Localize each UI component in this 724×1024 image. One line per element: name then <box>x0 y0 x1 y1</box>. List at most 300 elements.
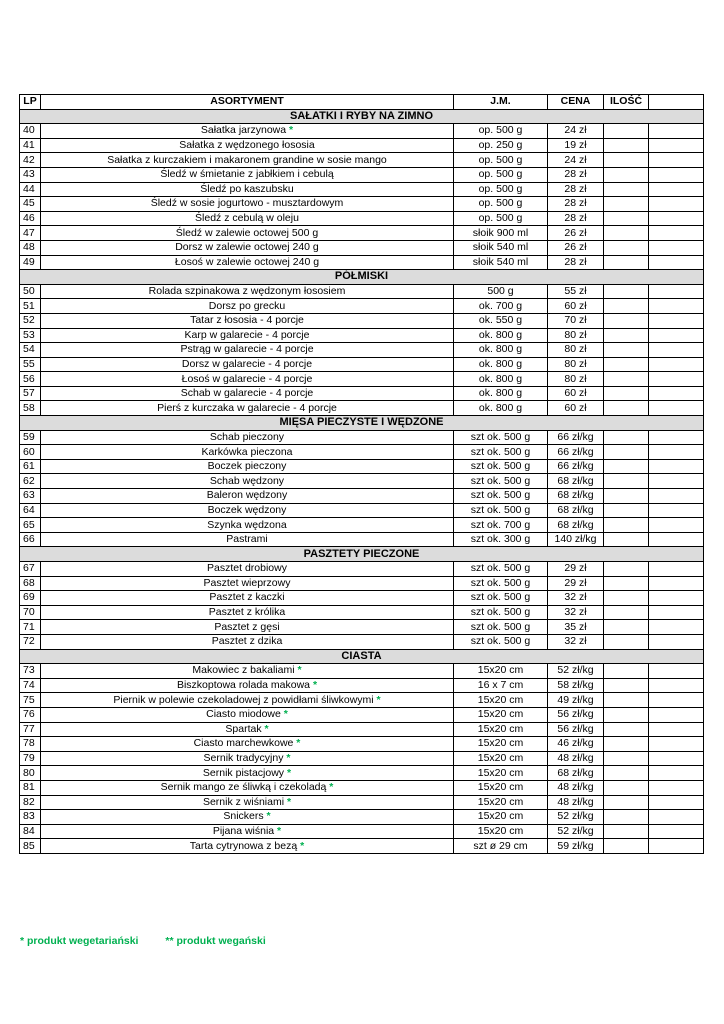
item-extra-cell <box>649 240 704 255</box>
item-lp: 45 <box>20 197 41 212</box>
column-header-lp: LP <box>20 95 41 110</box>
item-unit: szt ok. 500 g <box>454 591 548 606</box>
item-row <box>20 518 704 533</box>
item-row <box>20 401 704 416</box>
item-quantity-cell <box>604 357 649 372</box>
item-unit: op. 500 g <box>454 197 548 212</box>
item-unit: op. 500 g <box>454 153 548 168</box>
item-extra-cell <box>649 343 704 358</box>
item-unit: 15x20 cm <box>454 722 548 737</box>
item-unit: 15x20 cm <box>454 824 548 839</box>
item-quantity-cell <box>604 226 649 241</box>
item-lp: 81 <box>20 780 41 795</box>
item-row <box>20 284 704 299</box>
item-extra-cell <box>649 124 704 139</box>
item-extra-cell <box>649 357 704 372</box>
item-quantity-cell <box>604 211 649 226</box>
item-extra-cell <box>649 167 704 182</box>
section-title: SAŁATKI I RYBY NA ZIMNO <box>20 109 704 124</box>
vegetarian-mark: * <box>263 810 271 823</box>
item-extra-cell <box>649 810 704 825</box>
vegetarian-mark: * <box>286 124 294 137</box>
item-name: Sernik mango ze śliwką i czekoladą * <box>41 780 454 795</box>
item-quantity-cell <box>604 343 649 358</box>
section-header-row <box>20 109 704 124</box>
item-name: Łosoś w galarecie - 4 porcje <box>41 372 454 387</box>
item-lp: 63 <box>20 489 41 504</box>
item-unit: 15x20 cm <box>454 737 548 752</box>
item-unit: ok. 800 g <box>454 343 548 358</box>
item-extra-cell <box>649 430 704 445</box>
item-lp: 66 <box>20 532 41 547</box>
item-name: Snickers * <box>41 810 454 825</box>
item-extra-cell <box>649 489 704 504</box>
item-row <box>20 591 704 606</box>
item-quantity-cell <box>604 197 649 212</box>
item-name: Dorsz w zalewie octowej 240 g <box>41 240 454 255</box>
item-unit: ok. 800 g <box>454 328 548 343</box>
item-price: 26 zł <box>548 226 604 241</box>
item-price: 28 zł <box>548 197 604 212</box>
item-unit: 16 x 7 cm <box>454 678 548 693</box>
item-row <box>20 693 704 708</box>
item-name: Pastrami <box>41 532 454 547</box>
item-lp: 78 <box>20 737 41 752</box>
section-header-row <box>20 416 704 431</box>
item-price: 32 zł <box>548 605 604 620</box>
item-quantity-cell <box>604 328 649 343</box>
vegetarian-mark: * <box>293 737 301 750</box>
item-price: 80 zł <box>548 372 604 387</box>
item-unit: 15x20 cm <box>454 751 548 766</box>
item-row <box>20 445 704 460</box>
item-price: 52 zł/kg <box>548 810 604 825</box>
item-unit: op. 500 g <box>454 182 548 197</box>
column-header-blank <box>649 95 704 110</box>
item-unit: szt ok. 500 g <box>454 562 548 577</box>
item-lp: 62 <box>20 474 41 489</box>
item-quantity-cell <box>604 284 649 299</box>
item-lp: 73 <box>20 664 41 679</box>
item-quantity-cell <box>604 459 649 474</box>
item-quantity-cell <box>604 562 649 577</box>
item-quantity-cell <box>604 503 649 518</box>
item-row <box>20 634 704 649</box>
item-row <box>20 153 704 168</box>
item-quantity-cell <box>604 299 649 314</box>
item-lp: 68 <box>20 576 41 591</box>
vegetarian-mark: * <box>297 839 305 852</box>
item-row <box>20 255 704 270</box>
item-row <box>20 532 704 547</box>
item-row <box>20 299 704 314</box>
item-extra-cell <box>649 459 704 474</box>
item-quantity-cell <box>604 372 649 387</box>
item-extra-cell <box>649 386 704 401</box>
item-extra-cell <box>649 372 704 387</box>
item-name: Ciasto marchewkowe * <box>41 737 454 752</box>
item-unit: ok. 550 g <box>454 313 548 328</box>
item-price: 19 zł <box>548 138 604 153</box>
item-extra-cell <box>649 780 704 795</box>
item-quantity-cell <box>604 182 649 197</box>
item-price: 56 zł/kg <box>548 707 604 722</box>
item-name: Schab wędzony <box>41 474 454 489</box>
item-unit: szt ok. 500 g <box>454 430 548 445</box>
item-row <box>20 737 704 752</box>
item-name: Karp w galarecie - 4 porcje <box>41 328 454 343</box>
item-price: 35 zł <box>548 620 604 635</box>
item-row <box>20 678 704 693</box>
item-quantity-cell <box>604 138 649 153</box>
vegetarian-mark: * <box>284 795 292 808</box>
item-row <box>20 240 704 255</box>
item-name: Dorsz w galarecie - 4 porcje <box>41 357 454 372</box>
item-unit: szt ok. 300 g <box>454 532 548 547</box>
item-unit: 15x20 cm <box>454 707 548 722</box>
item-extra-cell <box>649 795 704 810</box>
item-lp: 55 <box>20 357 41 372</box>
item-quantity-cell <box>604 518 649 533</box>
item-price: 66 zł/kg <box>548 430 604 445</box>
item-name: Sałatka z wędzonego łososia <box>41 138 454 153</box>
item-lp: 56 <box>20 372 41 387</box>
item-extra-cell <box>649 737 704 752</box>
item-extra-cell <box>649 503 704 518</box>
item-price: 56 zł/kg <box>548 722 604 737</box>
item-price: 68 zł/kg <box>548 503 604 518</box>
item-row <box>20 167 704 182</box>
item-unit: 15x20 cm <box>454 810 548 825</box>
item-unit: op. 250 g <box>454 138 548 153</box>
item-row <box>20 313 704 328</box>
item-quantity-cell <box>604 401 649 416</box>
item-unit: szt ok. 500 g <box>454 459 548 474</box>
item-price: 28 zł <box>548 211 604 226</box>
item-unit: szt ok. 500 g <box>454 445 548 460</box>
item-unit: 500 g <box>454 284 548 299</box>
item-price: 26 zł <box>548 240 604 255</box>
item-price: 48 zł/kg <box>548 780 604 795</box>
item-lp: 48 <box>20 240 41 255</box>
item-lp: 58 <box>20 401 41 416</box>
item-lp: 84 <box>20 824 41 839</box>
item-extra-cell <box>649 693 704 708</box>
item-unit: szt ok. 500 g <box>454 620 548 635</box>
item-lp: 69 <box>20 591 41 606</box>
item-price: 68 zł/kg <box>548 766 604 781</box>
item-price: 55 zł <box>548 284 604 299</box>
item-price: 28 zł <box>548 255 604 270</box>
item-quantity-cell <box>604 810 649 825</box>
section-header-row <box>20 270 704 285</box>
vegetarian-mark: * <box>274 824 282 837</box>
item-unit: słoik 900 ml <box>454 226 548 241</box>
item-extra-cell <box>649 591 704 606</box>
item-row <box>20 474 704 489</box>
item-unit: słoik 540 ml <box>454 255 548 270</box>
item-extra-cell <box>649 197 704 212</box>
item-lp: 74 <box>20 678 41 693</box>
item-lp: 65 <box>20 518 41 533</box>
item-unit: słoik 540 ml <box>454 240 548 255</box>
item-name: Łosoś w zalewie octowej 240 g <box>41 255 454 270</box>
item-quantity-cell <box>604 824 649 839</box>
item-price: 24 zł <box>548 124 604 139</box>
item-extra-cell <box>649 664 704 679</box>
item-lp: 75 <box>20 693 41 708</box>
item-extra-cell <box>649 182 704 197</box>
item-row <box>20 328 704 343</box>
item-row <box>20 197 704 212</box>
item-lp: 77 <box>20 722 41 737</box>
item-lp: 72 <box>20 634 41 649</box>
item-lp: 54 <box>20 343 41 358</box>
item-extra-cell <box>649 284 704 299</box>
item-extra-cell <box>649 328 704 343</box>
section-title: PASZTETY PIECZONE <box>20 547 704 562</box>
legend-vegetarian: * produkt wegetariański <box>20 935 139 947</box>
item-quantity-cell <box>604 605 649 620</box>
item-row <box>20 780 704 795</box>
item-lp: 71 <box>20 620 41 635</box>
item-extra-cell <box>649 474 704 489</box>
item-extra-cell <box>649 518 704 533</box>
item-name: Pasztet z dzika <box>41 634 454 649</box>
item-quantity-cell <box>604 766 649 781</box>
vegetarian-mark: * <box>284 766 292 779</box>
item-row <box>20 766 704 781</box>
item-unit: ok. 800 g <box>454 401 548 416</box>
item-extra-cell <box>649 562 704 577</box>
item-price: 48 zł/kg <box>548 795 604 810</box>
item-name: Dorsz po grecku <box>41 299 454 314</box>
item-row <box>20 562 704 577</box>
item-extra-cell <box>649 620 704 635</box>
item-lp: 51 <box>20 299 41 314</box>
section-title: PÓŁMISKI <box>20 270 704 285</box>
vegetarian-mark: * <box>261 722 269 735</box>
legend-vegan: ** produkt wegański <box>165 935 266 947</box>
item-price: 48 zł/kg <box>548 751 604 766</box>
vegetarian-mark: * <box>280 708 288 721</box>
item-quantity-cell <box>604 255 649 270</box>
item-extra-cell <box>649 445 704 460</box>
item-price: 80 zł <box>548 343 604 358</box>
item-name: Rolada szpinakowa z wędzonym łososiem <box>41 284 454 299</box>
item-row <box>20 503 704 518</box>
item-quantity-cell <box>604 240 649 255</box>
item-row <box>20 605 704 620</box>
item-name: Pasztet z królika <box>41 605 454 620</box>
item-unit: ok. 800 g <box>454 357 548 372</box>
item-unit: szt ok. 500 g <box>454 489 548 504</box>
item-unit: 15x20 cm <box>454 780 548 795</box>
item-lp: 82 <box>20 795 41 810</box>
item-row <box>20 124 704 139</box>
item-name: Śledź po kaszubsku <box>41 182 454 197</box>
item-lp: 79 <box>20 751 41 766</box>
item-row <box>20 357 704 372</box>
item-row <box>20 211 704 226</box>
item-quantity-cell <box>604 489 649 504</box>
item-name: Pierś z kurczaka w galarecie - 4 porcje <box>41 401 454 416</box>
item-quantity-cell <box>604 576 649 591</box>
item-row <box>20 722 704 737</box>
item-quantity-cell <box>604 737 649 752</box>
item-name: Boczek pieczony <box>41 459 454 474</box>
item-price: 32 zł <box>548 634 604 649</box>
column-header-cena: CENA <box>548 95 604 110</box>
item-quantity-cell <box>604 839 649 854</box>
item-lp: 70 <box>20 605 41 620</box>
item-price: 80 zł <box>548 328 604 343</box>
item-extra-cell <box>649 313 704 328</box>
item-lp: 40 <box>20 124 41 139</box>
item-row <box>20 751 704 766</box>
item-price: 52 zł/kg <box>548 824 604 839</box>
item-name: Boczek wędzony <box>41 503 454 518</box>
item-quantity-cell <box>604 620 649 635</box>
item-lp: 85 <box>20 839 41 854</box>
item-name: Pasztet wieprzowy <box>41 576 454 591</box>
item-extra-cell <box>649 766 704 781</box>
item-extra-cell <box>649 634 704 649</box>
item-unit: szt ok. 500 g <box>454 503 548 518</box>
item-price: 58 zł/kg <box>548 678 604 693</box>
item-row <box>20 810 704 825</box>
item-name: Pasztet z gęsi <box>41 620 454 635</box>
item-price: 49 zł/kg <box>548 693 604 708</box>
item-price: 46 zł/kg <box>548 737 604 752</box>
vegetarian-mark: * <box>326 781 334 794</box>
item-extra-cell <box>649 678 704 693</box>
item-row <box>20 459 704 474</box>
item-price: 68 zł/kg <box>548 474 604 489</box>
item-name: Pstrąg w galarecie - 4 porcje <box>41 343 454 358</box>
item-lp: 47 <box>20 226 41 241</box>
item-price: 52 zł/kg <box>548 664 604 679</box>
item-row <box>20 620 704 635</box>
item-name: Schab pieczony <box>41 430 454 445</box>
item-price: 80 zł <box>548 357 604 372</box>
item-name: Szynka wędzona <box>41 518 454 533</box>
column-header-jm: J.M. <box>454 95 548 110</box>
vegetarian-mark: * <box>283 752 291 765</box>
item-name: Sernik tradycyjny * <box>41 751 454 766</box>
item-quantity-cell <box>604 780 649 795</box>
item-name: Pasztet z kaczki <box>41 591 454 606</box>
item-name: Śledź w śmietanie z jabłkiem i cebulą <box>41 167 454 182</box>
item-row <box>20 664 704 679</box>
item-quantity-cell <box>604 591 649 606</box>
item-name: Pijana wiśnia * <box>41 824 454 839</box>
item-quantity-cell <box>604 678 649 693</box>
item-extra-cell <box>649 138 704 153</box>
item-lp: 59 <box>20 430 41 445</box>
item-extra-cell <box>649 299 704 314</box>
item-lp: 50 <box>20 284 41 299</box>
item-row <box>20 343 704 358</box>
item-unit: szt ok. 700 g <box>454 518 548 533</box>
item-price: 59 zł/kg <box>548 839 604 854</box>
item-name: Tarta cytrynowa z bezą * <box>41 839 454 854</box>
item-price: 60 zł <box>548 386 604 401</box>
item-row <box>20 489 704 504</box>
item-quantity-cell <box>604 751 649 766</box>
item-unit: op. 500 g <box>454 167 548 182</box>
item-name: Sernik pistacjowy * <box>41 766 454 781</box>
price-table <box>19 94 704 854</box>
item-name: Sernik z wiśniami * <box>41 795 454 810</box>
item-unit: 15x20 cm <box>454 795 548 810</box>
item-quantity-cell <box>604 313 649 328</box>
item-row <box>20 386 704 401</box>
item-name: Karkówka pieczona <box>41 445 454 460</box>
item-lp: 43 <box>20 167 41 182</box>
item-unit: szt ok. 500 g <box>454 605 548 620</box>
item-name: Śledź z cebulą w oleju <box>41 211 454 226</box>
item-quantity-cell <box>604 532 649 547</box>
item-row <box>20 824 704 839</box>
item-name: Spartak * <box>41 722 454 737</box>
item-quantity-cell <box>604 722 649 737</box>
item-unit: 15x20 cm <box>454 664 548 679</box>
item-lp: 44 <box>20 182 41 197</box>
section-title: MIĘSA PIECZYSTE I WĘDZONE <box>20 416 704 431</box>
item-extra-cell <box>649 707 704 722</box>
item-extra-cell <box>649 576 704 591</box>
item-lp: 49 <box>20 255 41 270</box>
item-row <box>20 138 704 153</box>
vegetarian-mark: * <box>294 664 302 677</box>
item-name: Baleron wędzony <box>41 489 454 504</box>
section-header-row <box>20 547 704 562</box>
item-name: Śledź w sosie jogurtowo - musztardowym <box>41 197 454 212</box>
item-extra-cell <box>649 751 704 766</box>
item-quantity-cell <box>604 153 649 168</box>
section-title: CIASTA <box>20 649 704 664</box>
item-name: Tatar z łososia - 4 porcje <box>41 313 454 328</box>
item-unit: op. 500 g <box>454 211 548 226</box>
item-name: Schab w galarecie - 4 porcje <box>41 386 454 401</box>
item-extra-cell <box>649 153 704 168</box>
item-name: Piernik w polewie czekoladowej z powidłami śliwkowymi * <box>41 693 454 708</box>
item-name: Sałatka z kurczakiem i makaronem grandine w sosie mango <box>41 153 454 168</box>
item-row <box>20 372 704 387</box>
item-lp: 41 <box>20 138 41 153</box>
item-lp: 64 <box>20 503 41 518</box>
item-unit: 15x20 cm <box>454 693 548 708</box>
section-header-row <box>20 649 704 664</box>
item-name: Biszkoptowa rolada makowa * <box>41 678 454 693</box>
item-price: 70 zł <box>548 313 604 328</box>
item-unit: szt ø 29 cm <box>454 839 548 854</box>
item-price: 60 zł <box>548 299 604 314</box>
item-price: 60 zł <box>548 401 604 416</box>
item-lp: 53 <box>20 328 41 343</box>
item-row <box>20 839 704 854</box>
price-table-body <box>20 109 704 853</box>
item-price: 66 zł/kg <box>548 445 604 460</box>
item-unit: szt ok. 500 g <box>454 576 548 591</box>
item-price: 29 zł <box>548 562 604 577</box>
item-row <box>20 226 704 241</box>
table-header-row <box>20 95 704 110</box>
vegetarian-mark: * <box>310 679 318 692</box>
item-unit: ok. 800 g <box>454 386 548 401</box>
item-quantity-cell <box>604 167 649 182</box>
